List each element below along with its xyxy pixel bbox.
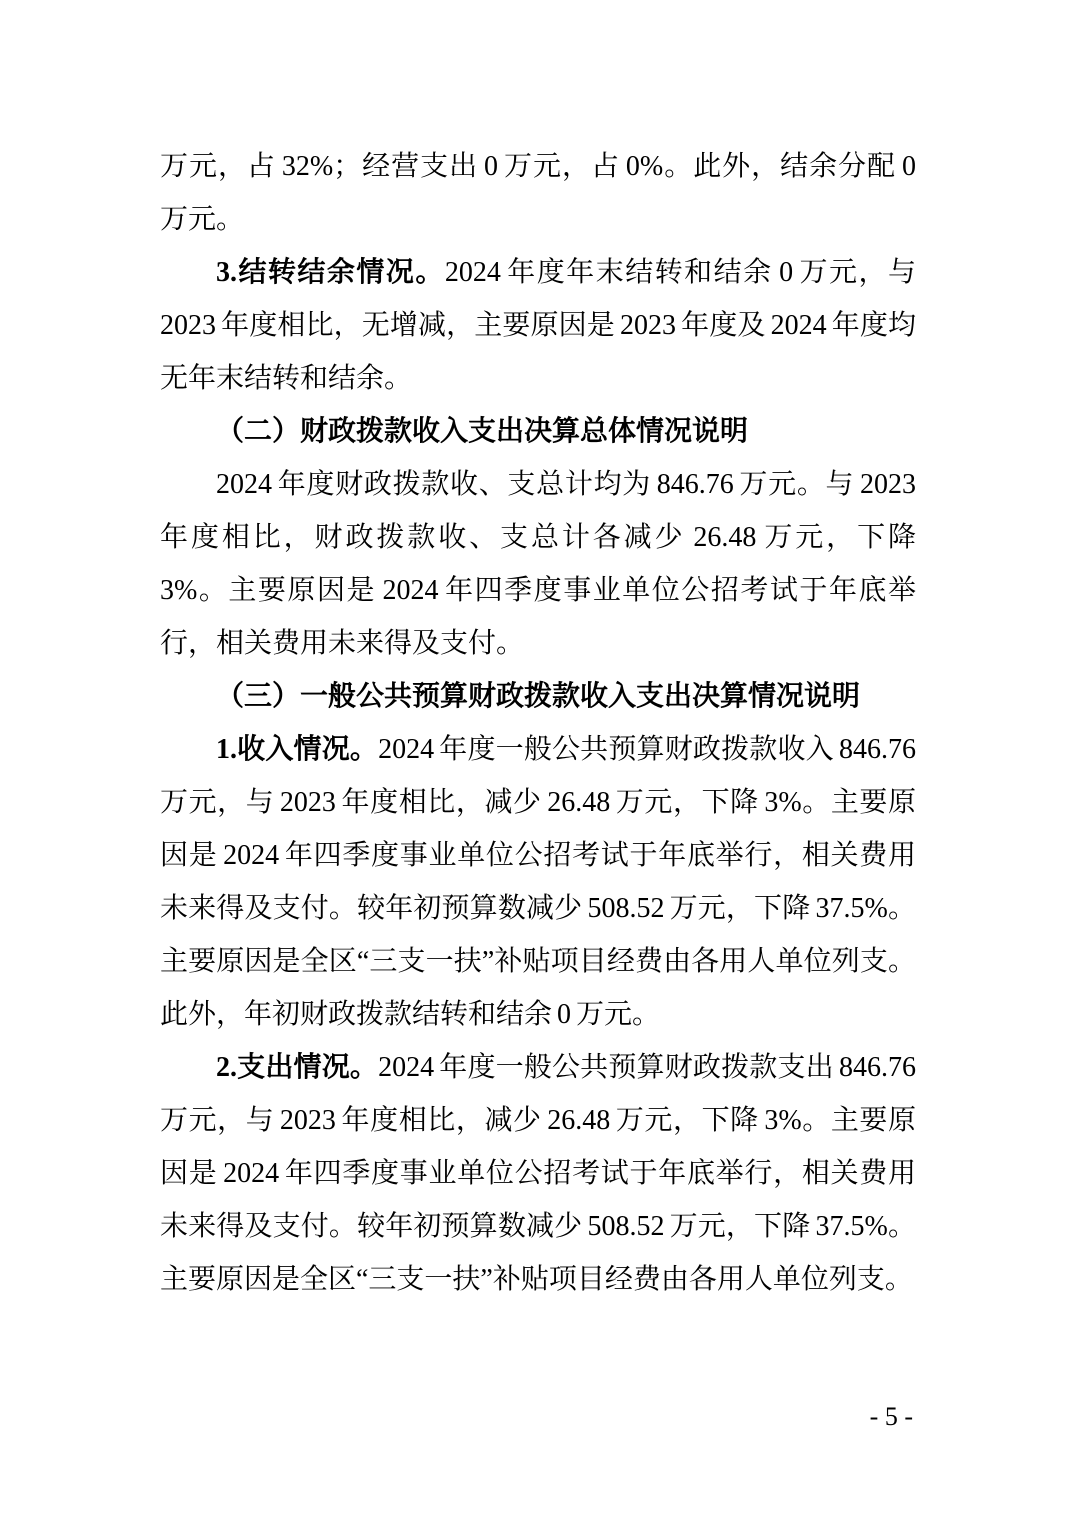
text-run: 2024 年度一般公共预算财政拨款收入 846.76 万元，与 2023 年度相比，减少 26.48 万元，下降 3%。主要原因是 2024 年四季度事业单位公招考试于年底举行，相关费用未来得及支付。较年初预算数减少 508.52 万元，下降 37.5%。主要原因是全区“三支一扶”补贴项目经费由各用人单位列支。此外，年初财政拨款结转和结余 0 万元。: [160, 734, 916, 1030]
paragraph-expenditure-status: [160, 1041, 916, 1306]
paragraph-carryover-status: [160, 246, 916, 405]
section-heading-text: （二）财政拨款收入支出决算总体情况说明: [216, 416, 749, 447]
text-run: 万元，占 32%；经营支出 0 万元，占 0%。此外，结余分配 0 万元。: [160, 151, 916, 235]
paragraph-income-status: [160, 723, 916, 1041]
heading-section-2: [160, 405, 916, 458]
text-run: 2024 年度一般公共预算财政拨款支出 846.76 万元，与 2023 年度相比，减少 26.48 万元，下降 3%。主要原因是 2024 年四季度事业单位公招考试于年底举行，相关费用未来得及支付。较年初预算数减少 508.52 万元，下降 37.5%。主要原因是全区“三支一扶”补贴项目经费由各用人单位列支。: [160, 1052, 916, 1295]
paragraph-surplus-continuation: [160, 140, 916, 246]
paragraph-fiscal-appropriation-total: [160, 458, 916, 670]
inline-heading-carryover: 3.结转结余情况。: [216, 257, 445, 288]
heading-section-3: [160, 670, 916, 723]
inline-heading-income: 1.收入情况。: [216, 734, 379, 765]
text-run: 2024 年度年末结转和结余 0 万元，与 2023 年度相比，无增减，主要原因是 2023 年度及 2024 年度均无年末结转和结余。: [160, 257, 916, 394]
body-text: [160, 140, 916, 1306]
section-heading-text: （三）一般公共预算财政拨款收入支出决算情况说明: [216, 681, 861, 712]
text-run: 2024 年度财政拨款收、支总计均为 846.76 万元。与 2023 年度相比，财政拨款收、支总计各减少 26.48 万元，下降 3%。主要原因是 2024 年四季度事业单位公招考试于年底举行，相关费用未来得及支付。: [160, 469, 916, 659]
inline-heading-expenditure: 2.支出情况。: [216, 1052, 379, 1083]
page-number: - 5 -: [869, 1402, 913, 1431]
